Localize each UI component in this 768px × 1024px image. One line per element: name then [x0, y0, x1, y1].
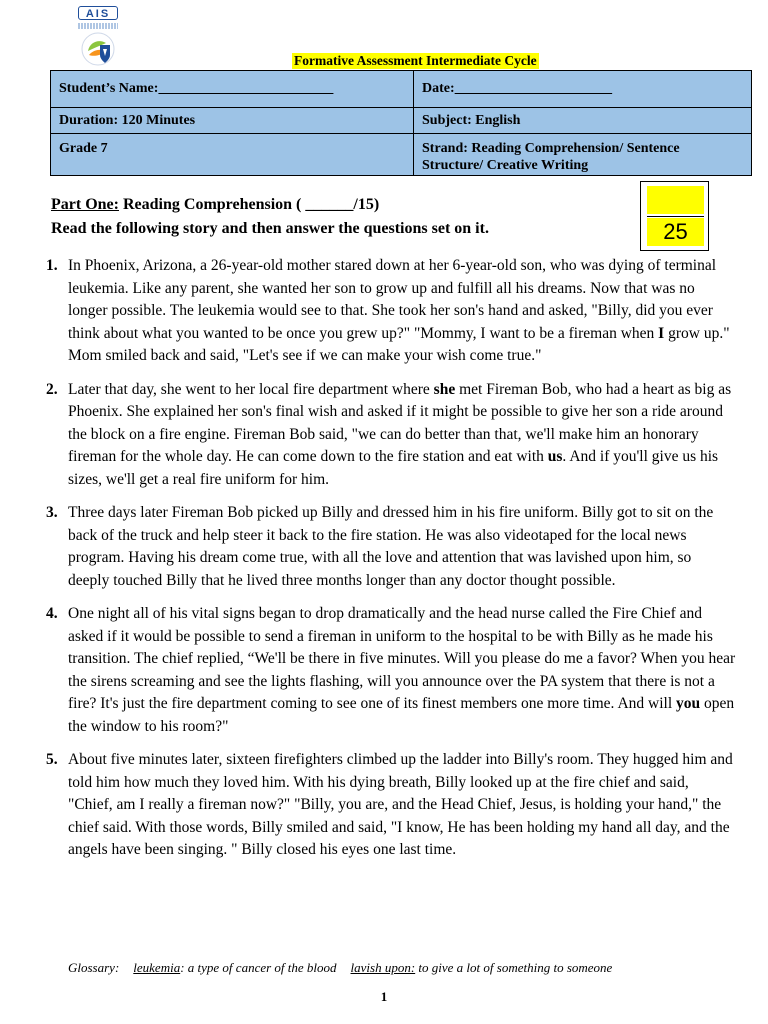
- glossary-term: lavish upon:: [350, 960, 416, 975]
- student-name-cell[interactable]: [51, 71, 414, 108]
- page-number: 1: [380, 989, 388, 1004]
- paragraph-text: . And if you'll give us his sizes, we'll get a real fire uniform for him.: [68, 448, 719, 488]
- paragraph-text: open the window to his room?": [68, 695, 735, 735]
- paragraph-number: 1 .: [46, 255, 58, 278]
- logo-subtext-decoration: [78, 23, 118, 29]
- part-one-heading: [51, 196, 379, 214]
- bold-word: us: [547, 448, 563, 465]
- paragraph-number: 3 .: [46, 502, 58, 525]
- part-one-title: Reading Comprehension ( ______/15): [118, 196, 380, 213]
- date-label: Date:: [422, 81, 455, 96]
- paragraph-text: In Phoenix, Arizona, a 26-year-old mother stared down at her 6-year-old son, who was dying of terminal leukemia. Like any parent, she wanted her son to grow up and fulfill all his dreams. Now that was no longer possible. The leukemia would see to that. She took her son's hand and asked, "Billy, did you ever think about what you wanted to be once you grew up?" "Mommy, I want to be a fireman when: [68, 257, 717, 342]
- story-paragraph: [46, 379, 736, 492]
- student-name-label: Student’s Name:: [59, 81, 159, 96]
- logo-text: AIS: [78, 6, 118, 20]
- leaf-shield-icon: [80, 31, 116, 67]
- story-paragraph: [46, 603, 736, 738]
- date-blank[interactable]: [455, 81, 613, 96]
- paragraph-number: 4 .: [46, 603, 58, 626]
- paragraph-text: met Fireman Bob, who had a heart as big as Phoenix. She explained her son's final wish and asked if it might be possible to give her son a ride around the block on a fire engine. Fireman Bob said, "we can do better than that, we'll make him an honorary fireman for the whole day. He can come down to the fire station and eat with: [68, 380, 732, 465]
- glossary-definition: to give a lot of something to someone: [415, 960, 613, 975]
- strand-cell: Strand: Reading Comprehension/ Sentence Structure/ Creative Writing: [414, 134, 752, 176]
- date-cell[interactable]: [414, 71, 752, 108]
- school-logo: [78, 6, 118, 68]
- paragraph-text: grow up." Mom smiled back and said, "Let's see if we can make your wish come true.": [68, 324, 730, 364]
- bold-word: she: [433, 380, 456, 398]
- score-obtained-field[interactable]: [647, 186, 704, 214]
- glossary-label: Glossary:: [68, 960, 120, 975]
- reading-instruction: Read the following story and then answer the questions set on it.: [51, 220, 489, 237]
- student-name-blank[interactable]: [158, 81, 333, 96]
- story-paragraph: [46, 749, 736, 862]
- paragraph-number: 2 .: [46, 379, 58, 402]
- score-divider: [647, 216, 704, 217]
- paragraph-number: 5 .: [46, 749, 58, 772]
- story-paragraphs: [46, 255, 736, 873]
- story-paragraph: [46, 255, 736, 368]
- glossary-term: leukemia: [133, 960, 181, 975]
- glossary: [68, 960, 612, 976]
- paragraph-text: Three days later Fireman Bob picked up Billy and dressed him in his fire uniform. Billy got to sit on the back of the truck and help steer it back to the fire station. He was also videotaped for the local news program. Having his dream come true, with all the love and attention that was lavished upon him, so deeply touched Billy that he lived three months longer than any doctor thought possible.: [68, 504, 714, 589]
- score-total: 25: [647, 218, 704, 246]
- duration-cell: Duration: 120 Minutes: [51, 108, 414, 134]
- grade-cell: Grade 7: [51, 134, 414, 176]
- bold-word: I: [658, 324, 665, 342]
- paragraph-text: Later that day, she went to her local fire department where: [68, 380, 434, 398]
- subject-cell: Subject: English: [414, 108, 752, 134]
- story-paragraph: [46, 502, 736, 592]
- paragraph-text: One night all of his vital signs began to drop dramatically and the head nurse called the Fire Chief and asked if it would be possible to send a fireman in uniform to the hospital to be with Billy as he made his transition. The chief replied, “We'll be there in five minutes. Will you please do me a favor? When you hear the sirens screaming and see the lights flashing, will you announce over the PA system that there is not a fire? It's just the fire department coming to see one of its finest members one more time. And will: [68, 605, 736, 712]
- paragraph-text: About five minutes later, sixteen firefighters climbed up the ladder into Billy's room. They hugged him and told him how much they loved him. With his dying breath, Billy looked up at the fire chief and said, "Chief, am I really a fireman now?" "Billy, you are, and the Head Chief, Jesus, is holding your hand," the chief said. With those words, Billy smiled and said, "I know, He has been holding my hand all day, and the angels have been singing. " Billy closed his eyes one last time.: [68, 751, 733, 858]
- assessment-title: Formative Assessment Intermediate Cycle: [294, 53, 537, 68]
- bold-word: you: [676, 695, 701, 712]
- part-one-label: Part One:: [51, 196, 119, 213]
- score-box: [640, 181, 709, 251]
- student-info-table: [50, 70, 752, 176]
- glossary-definition: : a type of cancer of the blood: [180, 960, 337, 975]
